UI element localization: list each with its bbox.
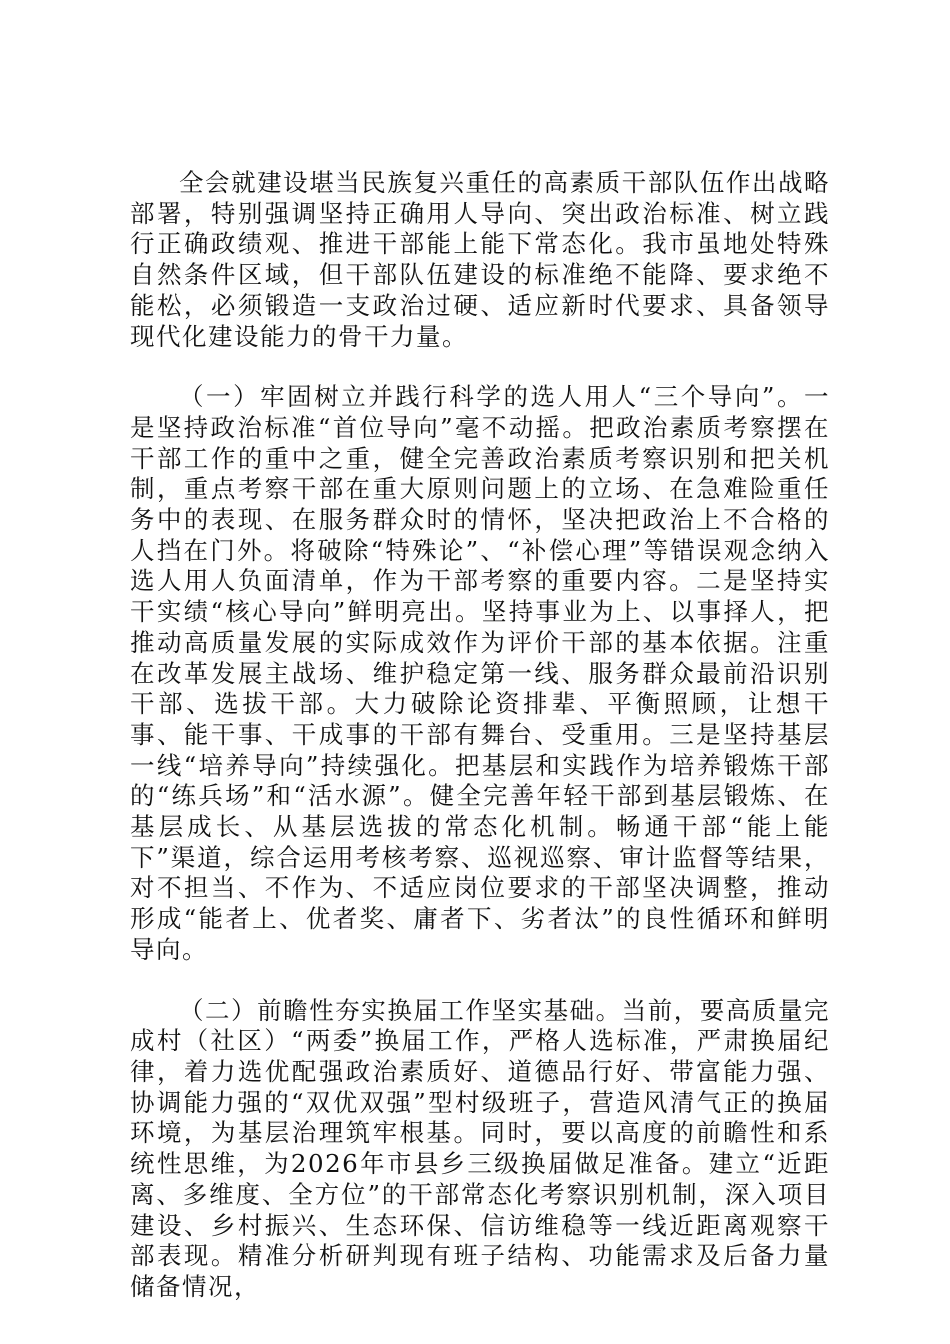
paragraph-section-2: （二）前瞻性夯实换届工作坚实基础。当前，要高质量完成村（社区）“两委”换届工作，严格人选标准，严肃换届纪律，着力选优配强政治素质好、道德品行好、带富能力强、协调能力强的“双优双强”型村级班子，营造风清气正的换届环境，为基层治理筑牢根基。同时，要以高度的前瞻性和系统性思维，为2026年市县乡三级换届做足准备。建立“近距离、多维度、全方位”的干部常态化考察识别机制，深入项目建设、乡村振兴、生态环保、信访维稳等一线近距离观察干部表现。精准分析研判现有班子结构、功能需求及后备力量储备情况， — [130, 995, 830, 1301]
paragraph-section-1: （一）牢固树立并践行科学的选人用人“三个导向”。一是坚持政治标准“首位导向”毫不动摇。把政治素质考察摆在干部工作的重中之重，健全完善政治素质考察识别和把关机制，重点考察干部在重大原则问题上的立场、在急难险重任务中的表现、在服务群众时的情怀，坚决把政治上不合格的人挡在门外。将破除“特殊论”、“补偿心理”等错误观念纳入选人用人负面清单，作为干部考察的重要内容。二是坚持实干实绩“核心导向”鲜明亮出。坚持事业为上、以事择人，把推动高质量发展的实际成效作为评价干部的基本依据。注重在改革发展主战场、维护稳定第一线、服务群众最前沿识别干部、选拔干部。大力破除论资排辈、平衡照顾，让想干事、能干事、干成事的干部有舞台、受重用。三是坚持基层一线“培养导向”持续强化。把基层和实践作为培养锻炼干部的“练兵场”和“活水源”。健全完善年轻干部到基层锻炼、在基层成长、从基层选拔的常态化机制。畅通干部“能上能下”渠道，综合运用考核考察、巡视巡察、审计监督等结果，对不担当、不作为、不适应岗位要求的干部坚决调整，推动形成“能者上、优者奖、庸者下、劣者汰”的良性循环和鲜明导向。 — [130, 382, 830, 964]
paragraph-intro: 全会就建设堪当民族复兴重任的高素质干部队伍作出战略部署，特别强调坚持正确用人导向、突出政治标准、树立践行正确政绩观、推进干部能上能下常态化。我市虽地处特殊自然条件区域，但干部队伍建设的标准绝不能降、要求绝不能松，必须锻造一支政治过硬、适应新时代要求、具备领导现代化建设能力的骨干力量。 — [130, 168, 830, 351]
document-body — [130, 168, 830, 1303]
